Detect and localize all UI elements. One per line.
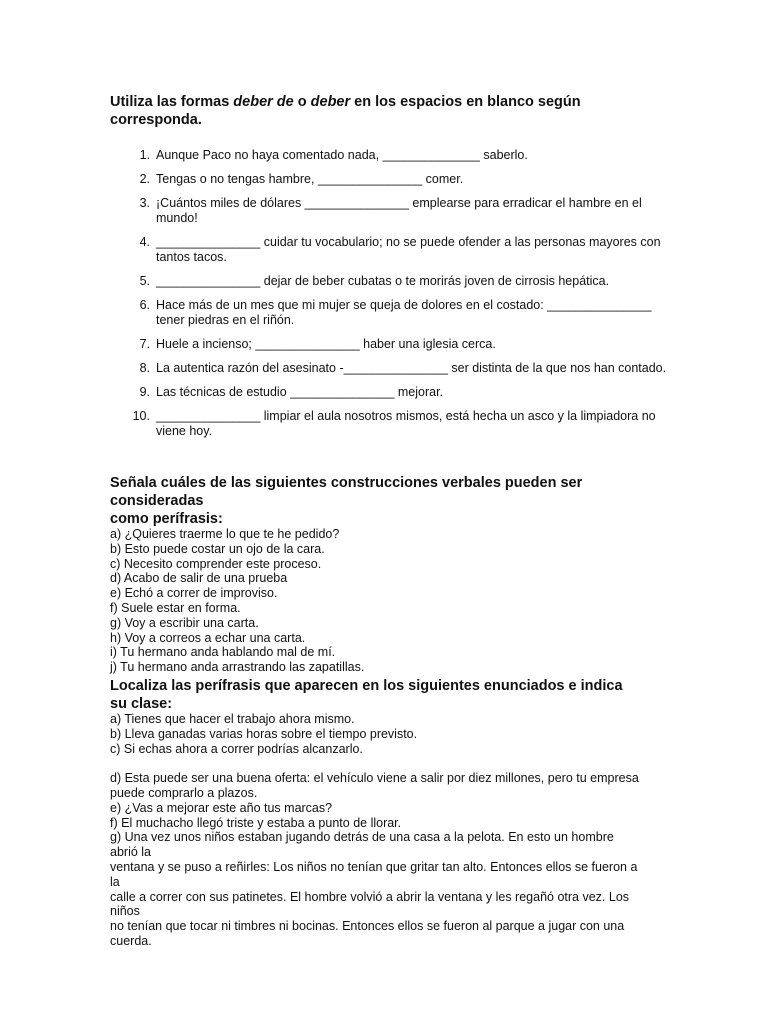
item-number: 5. [139, 274, 150, 288]
heading-line: su clase: [110, 696, 173, 712]
list-item: la [110, 874, 120, 889]
list-item: d) Acabo de salir de una prueba [110, 571, 288, 586]
item-number: 1. [139, 148, 150, 162]
list-item: calle a correr con sus patinetes. El hombre volvió a abrir la ventana y les regañó otra vez. Los [110, 889, 630, 904]
list-item: j) Tu hermano anda arrastrando las zapatillas. [110, 660, 365, 675]
title-emphasis: deber de [233, 94, 294, 110]
list-item: a) Tienes que hacer el trabajo ahora mismo. [110, 712, 355, 726]
list-item: abrió la [110, 845, 151, 860]
list-item: f) Suele estar en forma. [110, 600, 241, 615]
heading-line: como perífrasis: [110, 511, 223, 527]
item-number: 6. [139, 298, 150, 312]
list-item [110, 385, 670, 400]
section3-title [110, 677, 670, 713]
exercise-list [110, 148, 670, 448]
item-number: 9. [139, 385, 150, 399]
item-text: _______________ cuidar tu vocabulario; no se puede ofender a las personas mayores con tantos tacos. [156, 235, 661, 264]
list-item [110, 235, 670, 265]
blank-line [110, 756, 670, 771]
item-text: _______________ dejar de beber cubatas o te morirás joven de cirrosis hepática. [156, 274, 610, 288]
list-item [110, 274, 670, 289]
item-text: Hace más de un mes que mi mujer se queja de dolores en el costado: _______________ tener piedras en el riñón. [156, 298, 652, 327]
list-item: d) Esta puede ser una buena oferta: el vehículo viene a salir por diez millones, pero tu empresa [110, 771, 639, 786]
title-text: Utiliza las formas [110, 94, 234, 110]
list-item: ventana y se puso a reñirles: Los niños no tenían que gritar tan alto. Entonces ellos se fueron a [110, 859, 638, 874]
item-text: Huele a incienso; _______________ haber una iglesia cerca. [156, 337, 496, 351]
list-item: cuerda. [110, 933, 152, 948]
item-text: La autentica razón del asesinato -_______________ ser distinta de la que nos han contado. [156, 361, 667, 375]
list-item: g) Voy a escribir una carta. [110, 615, 259, 630]
list-item: h) Voy a correos a echar una carta. [110, 630, 306, 645]
item-number: 8. [139, 361, 150, 375]
list-item: i) Tu hermano anda hablando mal de mí. [110, 645, 336, 660]
section1-title [110, 93, 670, 129]
sentence-list [110, 712, 670, 949]
list-item: e) ¿Vas a mejorar este año tus marcas? [110, 800, 333, 815]
list-item [110, 298, 670, 328]
list-item: no tenían que tocar ni timbres ni bocinas. Entonces ellos se fueron al parque a jugar con una [110, 919, 625, 934]
item-number: 4. [139, 235, 150, 249]
list-item: a) ¿Quieres traerme lo que te he pedido? [110, 527, 340, 541]
heading-line: Señala cuáles de las siguientes construcciones verbales pueden ser [110, 475, 583, 491]
item-text: Tengas o no tengas hambre, _______________ comer. [156, 172, 464, 186]
item-number: 2. [139, 172, 150, 186]
list-item [110, 172, 670, 187]
list-item [110, 337, 670, 352]
title-text: en los espacios en blanco según corresponda. [110, 94, 581, 128]
heading-line: Localiza las perífrasis que aparecen en los siguientes enunciados e indica [110, 678, 623, 694]
list-item: b) Esto puede costar un ojo de la cara. [110, 541, 325, 556]
list-item [110, 409, 670, 439]
item-number: 3. [139, 196, 150, 210]
list-item: c) Si echas ahora a correr podrías alcanzarlo. [110, 741, 363, 756]
list-item: c) Necesito comprender este proceso. [110, 556, 322, 571]
list-item: g) Una vez unos niños estaban jugando detrás de una casa a la pelota. En esto un hombre [110, 830, 614, 845]
heading-line: consideradas [110, 493, 204, 509]
list-item [110, 361, 670, 376]
construction-list [110, 527, 670, 675]
list-item: f) El muchacho llegó triste y estaba a punto de llorar. [110, 815, 402, 830]
list-item [110, 196, 670, 226]
list-item: b) Lleva ganadas varias horas sobre el tiempo previsto. [110, 726, 418, 741]
item-text: _______________ limpiar el aula nosotros mismos, está hecha un asco y la limpiadora no viene hoy. [156, 409, 656, 438]
item-text: Las técnicas de estudio _______________ mejorar. [156, 385, 444, 399]
item-number: 7. [139, 337, 150, 351]
item-text: Aunque Paco no haya comentado nada, ______________ saberlo. [156, 148, 528, 162]
list-item: niños [110, 904, 140, 919]
list-item: puede comprarlo a plazos. [110, 785, 258, 800]
section2-title [110, 474, 670, 528]
title-text: o [293, 94, 311, 110]
item-text: ¡Cuántos miles de dólares _______________ emplearse para erradicar el hambre en el mundo! [156, 196, 642, 225]
item-number: 10. [132, 409, 150, 423]
list-item: e) Echó a correr de improviso. [110, 586, 278, 601]
list-item [110, 148, 670, 163]
title-emphasis: deber [310, 94, 351, 110]
